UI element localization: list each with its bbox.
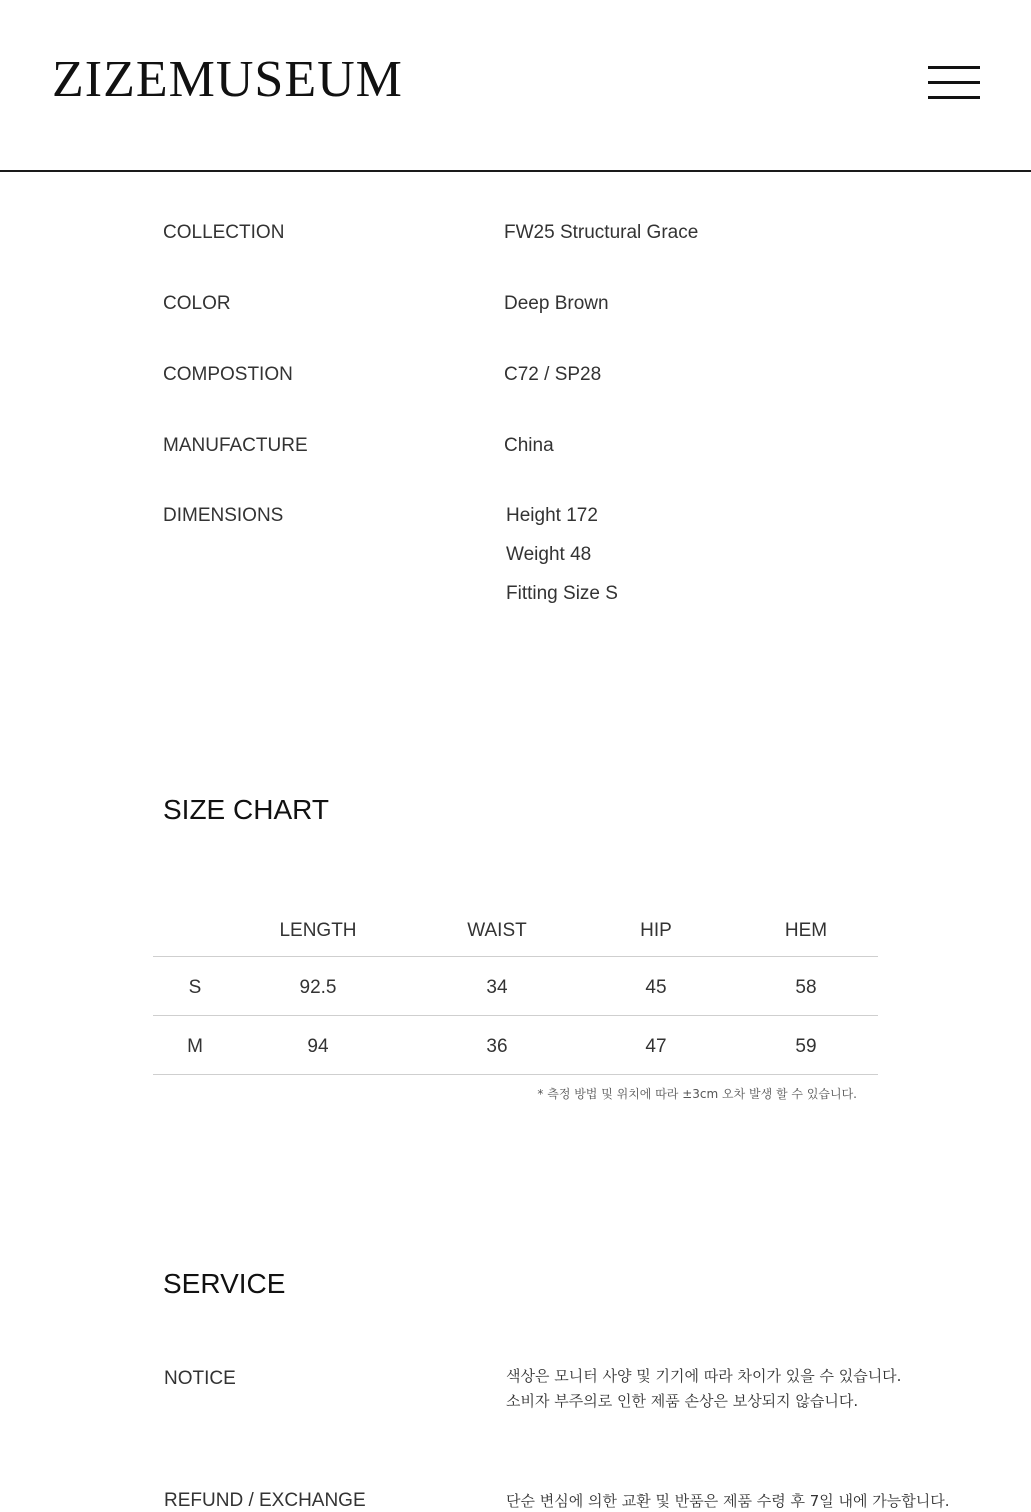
- hem-cell: 59: [795, 1036, 817, 1057]
- dimensions-label: DIMENSIONS: [163, 505, 284, 526]
- table-row: [153, 957, 878, 1016]
- refund-exchange-text: 단순 변심에 의한 교환 및 반품은 제품 수령 후 7일 내에 가능합니다.: [506, 1492, 950, 1510]
- size-chart-header-row: [153, 912, 878, 957]
- hip-cell: 47: [645, 1036, 667, 1057]
- header-cell-length: LENGTH: [279, 920, 357, 941]
- composition-value: C72 / SP28: [504, 364, 602, 385]
- collection-label: COLLECTION: [163, 222, 285, 243]
- menu-bar: [928, 66, 980, 69]
- hamburger-menu-icon[interactable]: [928, 66, 980, 102]
- hip-cell: 45: [645, 977, 667, 998]
- waist-cell: 36: [486, 1036, 508, 1057]
- length-cell: 94: [307, 1036, 329, 1057]
- length-cell: 92.5: [299, 977, 337, 998]
- waist-cell: 34: [486, 977, 508, 998]
- composition-label: COMPOSTION: [163, 364, 293, 385]
- dimension-weight: Weight 48: [506, 544, 592, 565]
- collection-value: FW25 Structural Grace: [504, 222, 699, 243]
- manufacture-value: China: [504, 435, 554, 456]
- notice-line: 색상은 모니터 사양 및 기기에 따라 차이가 있을 수 있습니다.: [506, 1367, 902, 1385]
- header-cell-waist: WAIST: [467, 920, 527, 941]
- service-title: SERVICE: [163, 1268, 286, 1299]
- header-cell-hip: HIP: [640, 920, 672, 941]
- menu-bar: [928, 96, 980, 99]
- refund-exchange-label: REFUND / EXCHANGE: [164, 1490, 366, 1511]
- brand-logo[interactable]: ZIZEMUSEUM: [52, 51, 403, 108]
- hem-cell: 58: [795, 977, 817, 998]
- header-cell-hem: HEM: [784, 920, 828, 941]
- color-label: COLOR: [163, 293, 231, 314]
- color-value: Deep Brown: [504, 293, 609, 314]
- dimension-fitting-size: Fitting Size S: [506, 583, 618, 604]
- notice-label: NOTICE: [164, 1368, 236, 1389]
- menu-bar: [928, 81, 980, 84]
- manufacture-label: MANUFACTURE: [163, 435, 308, 456]
- notice-line: 소비자 부주의로 인한 제품 손상은 보상되지 않습니다.: [506, 1392, 859, 1410]
- size-cell: M: [187, 1036, 203, 1057]
- size-chart-table: [153, 912, 878, 1075]
- site-header: [0, 0, 1031, 172]
- size-chart-title: SIZE CHART: [163, 794, 329, 825]
- size-cell: S: [188, 977, 202, 998]
- dimension-height: Height 172: [506, 505, 598, 526]
- table-row: [153, 1016, 878, 1075]
- size-chart-note: * 측정 방법 및 위치에 따라 ±3cm 오차 발생 할 수 있습니다.: [537, 1087, 857, 1101]
